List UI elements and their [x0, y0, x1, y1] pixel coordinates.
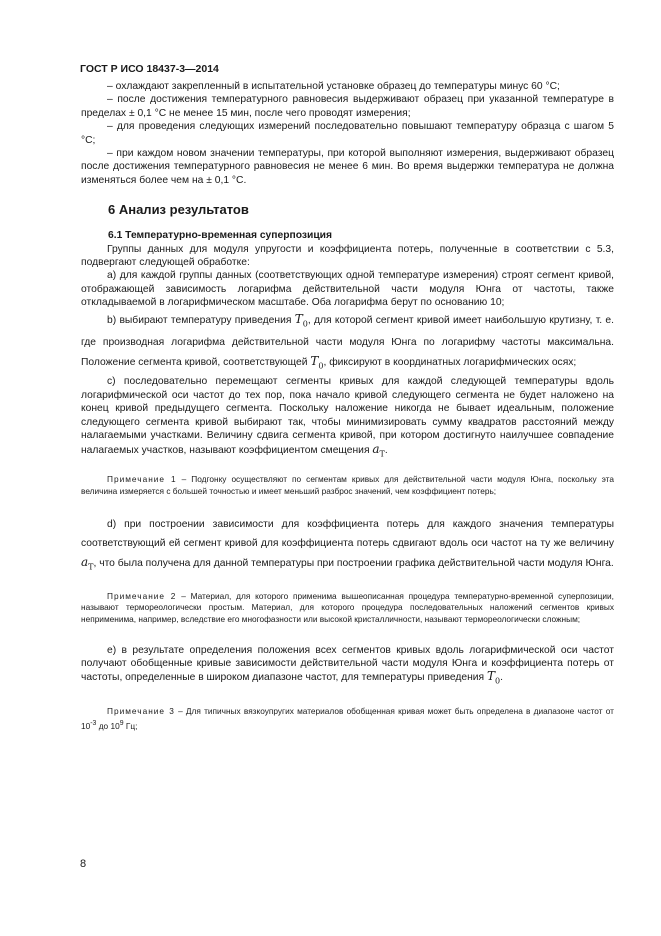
document-header: ГОСТ Р ИСО 18437-3—2014: [80, 63, 219, 75]
note-1: Примечание 1 – Подгонку осуществляют по сегментам кривых для действительной части модуля Юнга, поскольку эта величина измеряется с большей точностью и имеет меньший разброс значений, чем коэффициент потерь;: [81, 474, 614, 496]
note-2: Примечание 2 – Материал, для которого применима вышеописанная процедура температурно-временной суперпозиции, называют термореологически простым. Материал, для которого процедура последовательных наложений сегментов кривых неприменима, например, вследствие его многофазности или высокой кристалличности, называют термореологически сложным;: [81, 590, 614, 625]
paragraph-b: b) выбирают температуру приведения $T_0$, для которой сегмент кривой имеет наибольшую крутизну, т. е. где производная логарифма действительной части модуля Юнга по логарифму частоты максимальна. Положение сегмента кривой, соответствующей $T_0$, фиксируют в координатных логарифмических осях;: [81, 311, 614, 371]
note-3: Примечание 3 – Для типичных вязкоупругих материалов обобщенная кривая может быть определена в диапазоне частот от $10^{-3}$ до $10^9$ Гц;: [81, 706, 614, 731]
paragraph-d: d) при построении зависимости для коэффициента потерь для каждого значения температуры соответствующий ей сегмент кривой для коэффициента потерь сдвигают вдоль оси частот на ту же величину $a_T$, что была получена для данной температуры при построении графика действительной части модуля Юнга.: [81, 519, 614, 572]
symbol-at: $a_T$: [372, 441, 385, 458]
paragraph-c: с) последовательно перемещают сегменты кривых для каждой следующей температуры вдоль логарифмической оси частот до тех пор, пока начало кривой следующего сегмента не будет наложено на конец кривой предыдущего сегмента. Поскольку наложение никогда не бывает идеальным, положение следующего сегмента кривой выбирают так, чтобы минимизировать сумму квадратов расстояний между налагаемыми участками. Величину сдвига сегмента кривой, при котором достигнуто наилучшее совпадение налагаемых участков, называют коэффициентом смещения $a_T$.: [81, 376, 614, 458]
symbol-t0: $T_0$: [310, 354, 324, 371]
symbol-t0: $T_0$: [294, 311, 308, 329]
section-title: 6 Анализ результатов: [108, 202, 249, 218]
document-body: [81, 80, 614, 732]
paragraph-intro: Группы данных для модуля упругости и коэффициента потерь, полученные в соответствии с 5.3, подвергают следующей обработке:: [81, 243, 614, 269]
paragraph-a: а) для каждой группы данных (соответствующих одной температуре измерения) строят сегмент кривой, отображающей зависимость логарифма действительной части модуля Юнга от частоты, также откладываемой в логарифмическом масштабе. Оба логарифма берут по основанию 10;: [81, 270, 614, 309]
step-cool: – охлаждают закрепленный в испытательной установке образец до температуры минус 60 °С;: [107, 81, 560, 92]
page-number: 8: [80, 858, 87, 870]
symbol-at: $a_T$: [81, 555, 94, 572]
symbol-t0: $T_0$: [486, 669, 501, 686]
paragraph-e: е) в результате определения положения всех сегментов кривых вдоль логарифмической оси частот получают обобщенные кривые зависимости действительной части модуля Юнга и коэффициента потерь от частоты, определенные в широком диапазоне частот, для температуры приведения $T_0$.: [81, 644, 614, 686]
step-wait: – при каждом новом значении температуры, при которой выполняют измерения, выдерживают образец после достижения температурного равновесия не менее 6 мин. Во время выдержки температура не должна изменяться более чем на ± 0,1 °С.: [81, 148, 614, 186]
step-hold: – после достижения температурного равновесия выдерживают образец при указанной температуре в пределах ± 0,1 °С не менее 15 мин, после чего проводят измерения;: [81, 94, 614, 119]
subsection-title: 6.1 Температурно-временная суперпозиция: [108, 230, 333, 242]
step-increase: – для проведения следующих измерений последовательно повышают температуру образца с шагом 5 °С;: [81, 121, 614, 146]
